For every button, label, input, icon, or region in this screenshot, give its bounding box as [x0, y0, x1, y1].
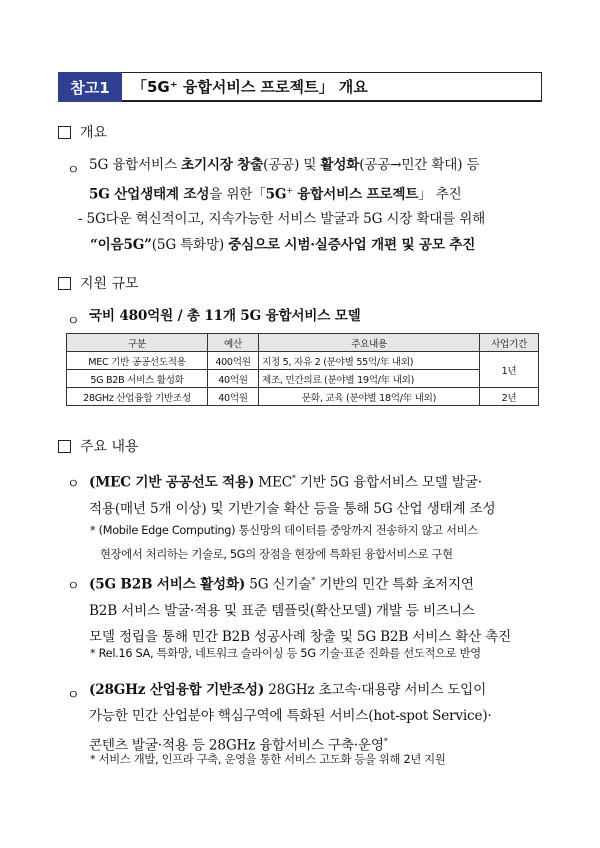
- section-main-heading: 주요 내용: [58, 436, 139, 456]
- overview-paragraph-1: 5G 융합서비스 초기시장 창출(공공) 및 활성화(공공→민간 확대) 등 5G 산업생태계 조성을 위한「5G+ 융합서비스 프로젝트」 추진: [89, 157, 480, 203]
- square-bullet-icon: [58, 277, 71, 290]
- table-row: 5G B2B 서비스 활성화 40억원 제조, 민간의료 (분야별 19억/年 내외): [67, 370, 539, 388]
- square-bullet-icon: [58, 126, 71, 139]
- main-note-2: * Rel.16 SA, 특화망, 네트워크 슬라이싱 등 5G 기술·표준 진화를 선도적으로 반영: [90, 647, 481, 660]
- circle-bullet-icon: ㅇ: [67, 477, 80, 492]
- circle-bullet-icon: ㅇ: [67, 579, 80, 594]
- overview-paragraph-2: - 5G다운 혁신적이고, 지속가능한 서비스 발굴과 5G 시장 확대를 위해 “이음5G”(5G 특화망) 중심으로 시범·실증사업 개편 및 공모 추진: [78, 211, 486, 253]
- circle-bullet-icon: ㅇ: [67, 314, 80, 329]
- circle-bullet-icon: ㅇ: [67, 688, 80, 703]
- square-bullet-icon: [58, 440, 71, 453]
- main-note-1: * (Mobile Edge Computing) 통신망의 데이터를 중앙까지 전송하지 않고 서비스 현장에서 처리하는 기술로, 5G의 장점을 현장에 특화된 융합서비스로 구현: [90, 524, 478, 561]
- main-note-3: * 서비스 개발, 인프라 구축, 운영을 통한 서비스 고도화 등을 위해 2년 지원: [90, 753, 446, 766]
- section-support-heading: 지원 규모: [58, 273, 139, 293]
- reference-tag: 참고1: [58, 72, 122, 102]
- section-overview-heading: 개요: [58, 122, 107, 142]
- table-row: 28GHz 산업융합 기반조성 40억원 문화, 교육 (분야별 18억/年 내외) 2년: [67, 388, 539, 406]
- title-row: [58, 72, 542, 102]
- support-summary: 국비 480억원 / 총 11개 5G 융합서비스 모델: [89, 308, 361, 324]
- table-row: MEC 기반 공공선도적용 400억원 지정 5, 자유 2 (분야별 55억/年 내외) 1년: [67, 352, 539, 370]
- table-header-row: 구분 예산 주요내용 사업기간: [67, 334, 539, 352]
- main-item-3: (28GHz 산업융합 기반조성) 28GHz 초고속·대용량 서비스 도입이 가능한 민간 산업분야 핵심구역에 특화된 서비스(hot-spot Service)· 콘텐츠 발굴·적용 등 28GHz 융합서비스 구축·운영*: [89, 682, 492, 754]
- circle-bullet-icon: ㅇ: [67, 163, 80, 178]
- main-item-1: (MEC 기반 공공선도 적용) MEC* 기반 5G 융합서비스 모델 발굴· 적용(매년 5개 이상) 및 기반기술 확산 등을 통해 5G 산업 생태계 조성: [89, 474, 496, 517]
- main-item-2: (5G B2B 서비스 활성화) 5G 신기술* 기반의 민간 특화 초저지연 B2B 서비스 발굴·적용 및 표준 템플릿(확산모델) 개발 등 비즈니스 모델 정립을 통해 민간 B2B 성공사례 창출 및 5G B2B 서비스 확산 촉진: [89, 576, 512, 645]
- page-title: 「5G⁺ 융합서비스 프로젝트」 개요: [122, 72, 542, 102]
- support-table: [66, 333, 539, 406]
